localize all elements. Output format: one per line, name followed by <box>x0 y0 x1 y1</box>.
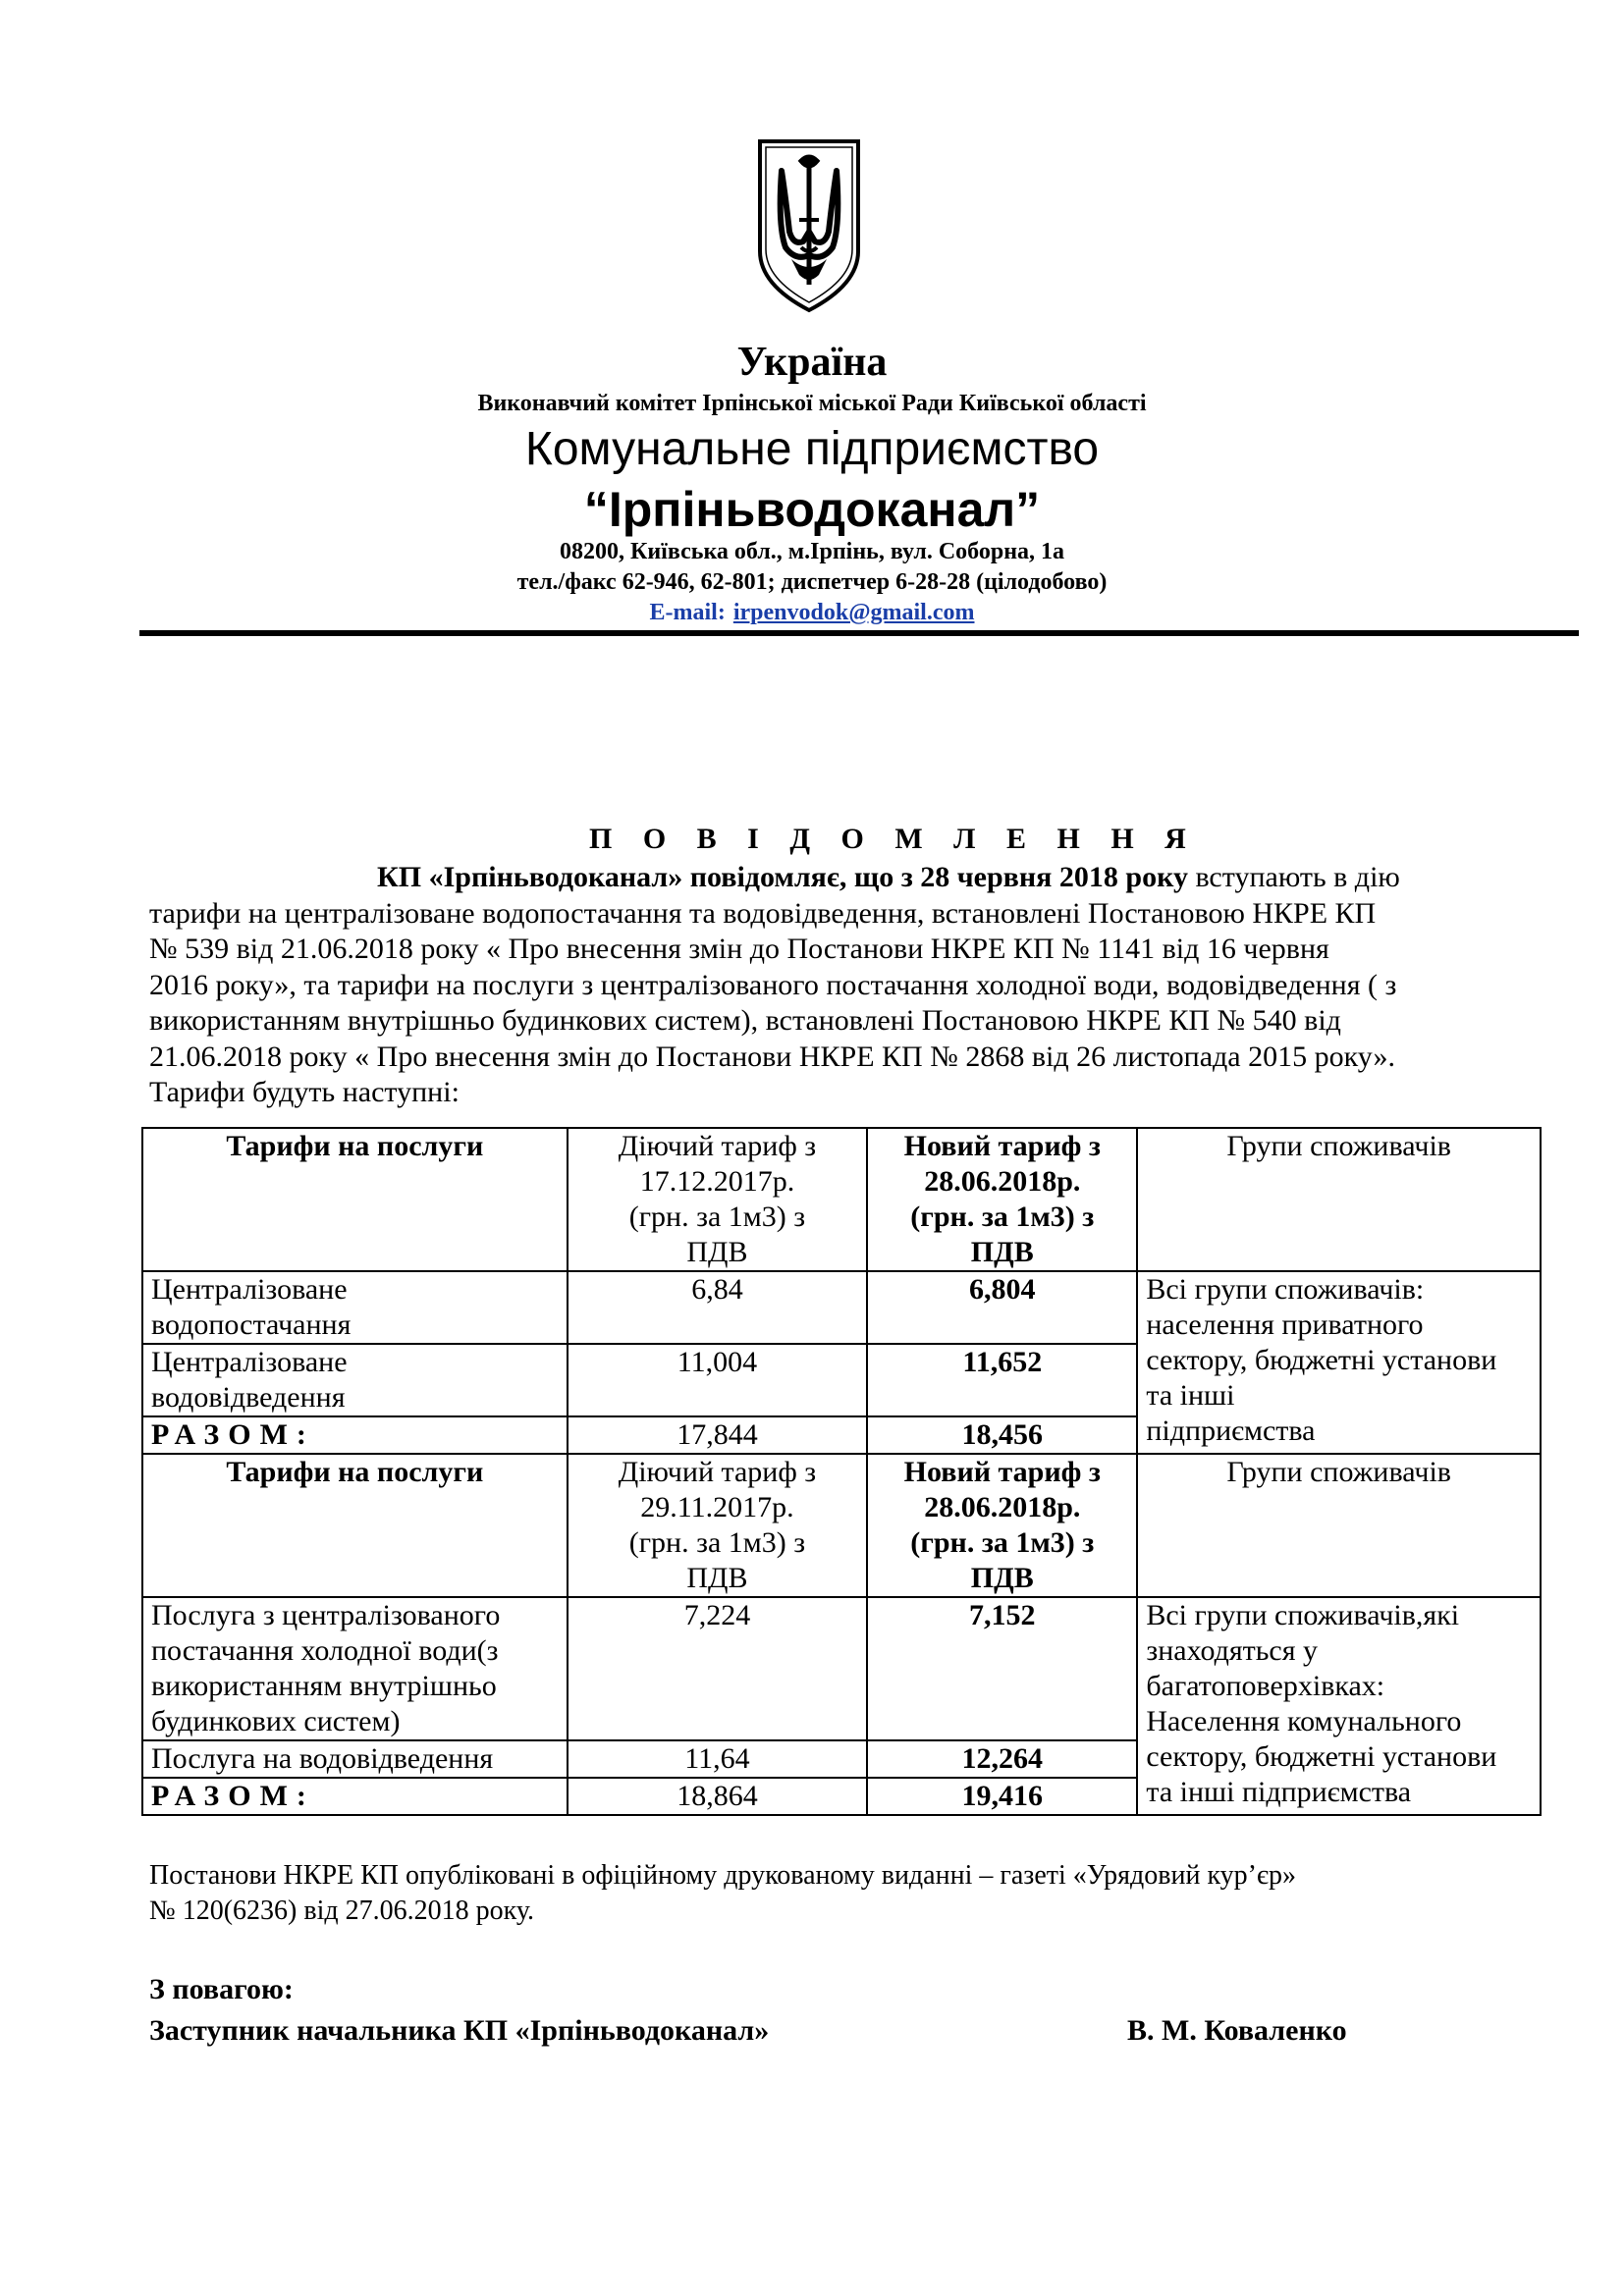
email-label: E-mail: <box>649 600 726 625</box>
signer-title: Заступник начальника КП «Ірпіньводоканал» <box>149 2014 770 2047</box>
email-link[interactable]: irpenvodok@gmail.com <box>732 600 975 625</box>
current-tariff-cell: 7,224 <box>568 1597 868 1740</box>
groups-text: сектору, бюджетні установи <box>1146 1344 1497 1376</box>
note-line: № 120(6236) від 27.06.2018 року. <box>149 1896 535 1926</box>
notice-line: 21.06.2018 року « Про внесення змін до Постанови НКРЕ КП № 2868 від 26 листопада 2015 року». <box>149 1040 1396 1073</box>
table-header-row <box>142 1128 1541 1271</box>
notice-line: 2016 року», та тарифи на послуги з централізованого постачання холодної води, водовідведення ( з <box>149 968 1397 1001</box>
company-email-line <box>0 600 1624 626</box>
notice-line: № 539 від 21.06.2018 року « Про внесення змін до Постанови НКРЕ КП № 1141 від 16 червня <box>149 933 1329 965</box>
groups-text: підприємства <box>1146 1415 1316 1447</box>
publication-note <box>149 1858 1296 1929</box>
service-text: Централізоване <box>151 1346 348 1378</box>
header-text: Новий тариф з <box>903 1130 1101 1162</box>
notice-body <box>149 860 1563 1111</box>
header-text: 28.06.2018р. <box>924 1491 1081 1523</box>
service-text: Послуга на водовідведення <box>151 1742 494 1775</box>
committee-heading: Виконавчий комітет Ірпінської міської Ради Київської області <box>477 391 1147 416</box>
notice-line <box>149 860 1563 896</box>
header-groups: Групи споживачів <box>1137 1454 1541 1597</box>
groups-text: населення приватного <box>1146 1308 1424 1341</box>
regards: З повагою: <box>149 1973 294 2005</box>
header-service: Тарифи на послуги <box>142 1128 568 1271</box>
header-text: Діючий тариф з <box>618 1456 817 1488</box>
header-current-tariff <box>568 1454 868 1597</box>
consumer-groups-cell <box>1137 1597 1541 1815</box>
service-cell <box>142 1271 568 1344</box>
notice-line: використанням внутрішньо будинкових систем), встановлені Постановою НКРЕ КП № 540 від <box>149 1004 1341 1037</box>
trident-coat-of-arms-icon <box>756 137 862 314</box>
groups-text: Всі групи споживачів,які <box>1146 1599 1460 1631</box>
total-label: РАЗОМ: <box>142 1416 568 1454</box>
new-tariff-cell: 7,152 <box>867 1597 1137 1740</box>
service-text: використанням внутрішньо <box>151 1670 497 1702</box>
service-cell <box>142 1344 568 1416</box>
table-row <box>142 1271 1541 1344</box>
header-groups: Групи споживачів <box>1137 1128 1541 1271</box>
current-tariff-cell: 6,84 <box>568 1271 868 1344</box>
service-text: постачання холодної води(з <box>151 1634 499 1667</box>
new-tariff-cell: 11,652 <box>867 1344 1137 1416</box>
table-header-row <box>142 1454 1541 1597</box>
new-tariff-cell: 12,264 <box>867 1740 1137 1778</box>
new-tariff-cell: 6,804 <box>867 1271 1137 1344</box>
groups-text: Всі групи споживачів: <box>1146 1273 1425 1306</box>
header-text: 28.06.2018р. <box>924 1165 1081 1198</box>
header-text: (грн. за 1м3) з <box>910 1201 1095 1233</box>
header-text: ПДВ <box>686 1236 748 1268</box>
tariff-table <box>141 1127 1542 1816</box>
notice-line: Тарифи будуть наступні: <box>149 1076 460 1108</box>
current-tariff-cell: 11,64 <box>568 1740 868 1778</box>
service-text: водовідведення <box>151 1381 346 1414</box>
header-text: (грн. за 1м3) з <box>628 1201 806 1233</box>
notice-lead-bold: КП «Ірпіньводоканал» повідомляє, що з 28 червня 2018 року <box>377 861 1188 893</box>
total-new-cell: 18,456 <box>867 1416 1137 1454</box>
notice-lead-rest: вступають в дію <box>1187 861 1400 893</box>
header-text: Діючий тариф з <box>618 1130 817 1162</box>
header-current-tariff <box>568 1128 868 1271</box>
total-new-cell: 19,416 <box>867 1778 1137 1815</box>
letterhead-divider <box>139 630 1579 636</box>
header-new-tariff <box>867 1128 1137 1271</box>
signer-name: В. М. Коваленко <box>1127 2014 1347 2047</box>
groups-text: Населення комунального <box>1146 1705 1462 1737</box>
header-text: ПДВ <box>686 1562 748 1594</box>
header-new-tariff <box>867 1454 1137 1597</box>
header-text: 29.11.2017р. <box>640 1491 794 1523</box>
total-label: РАЗОМ: <box>142 1778 568 1815</box>
header-text: ПДВ <box>970 1562 1034 1594</box>
service-cell <box>142 1597 568 1740</box>
header-text: 17.12.2017р. <box>639 1165 795 1198</box>
header-service: Тарифи на послуги <box>142 1454 568 1597</box>
header-text: (грн. за 1м3) з <box>910 1526 1095 1559</box>
company-address: 08200, Київська обл., м.Ірпінь, вул. Соборна, 1а <box>559 539 1065 564</box>
groups-text: сектору, бюджетні установи <box>1146 1740 1497 1773</box>
service-text: будинкових систем) <box>151 1705 401 1737</box>
company-phone: тел./факс 62-946, 62-801; диспетчер 6-28-28 (цілодобово) <box>516 569 1108 595</box>
groups-text: та інші підприємства <box>1146 1776 1412 1808</box>
country-heading: Україна <box>736 340 888 385</box>
groups-text: знаходяться у <box>1146 1634 1319 1667</box>
consumer-groups-cell <box>1137 1271 1541 1454</box>
current-tariff-cell: 11,004 <box>568 1344 868 1416</box>
company-type-heading: Комунальне підприємство <box>524 423 1100 475</box>
groups-text: та інші <box>1146 1379 1235 1412</box>
groups-text: багатоповерхівках: <box>1146 1670 1385 1702</box>
table-row <box>142 1597 1541 1740</box>
company-name-heading: “Ірпіньводоканал” <box>583 482 1041 537</box>
service-text: водопостачання <box>151 1308 352 1341</box>
notice-line: тарифи на централізоване водопостачання та водовідведення, встановлені Постановою НКРЕ КП <box>149 896 1377 930</box>
header-text: Новий тариф з <box>903 1456 1101 1488</box>
notice-title: П О В І Д О М Л Е Н Н Я <box>589 823 1198 855</box>
total-current-cell: 17,844 <box>568 1416 868 1454</box>
service-text: Послуга з централізованого <box>151 1599 501 1631</box>
service-text: Централізоване <box>151 1273 348 1306</box>
header-text: ПДВ <box>970 1236 1034 1268</box>
header-text: (грн. за 1м3) з <box>628 1526 806 1559</box>
note-line: Постанови НКРЕ КП опубліковані в офіційному друкованому виданні – газеті «Урядовий кур’єр» <box>149 1860 1296 1891</box>
total-current-cell: 18,864 <box>568 1778 868 1815</box>
service-cell <box>142 1740 568 1778</box>
